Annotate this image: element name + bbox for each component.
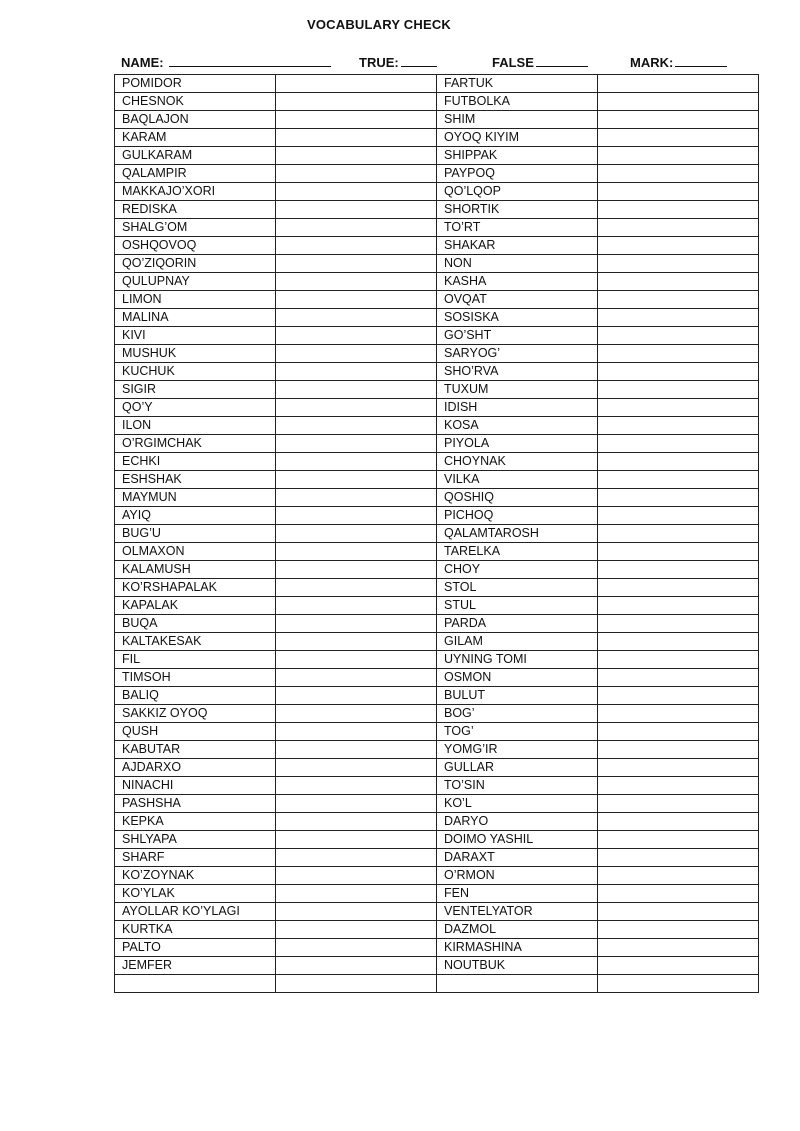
uzbek-word-cell: TO’RT [437, 219, 598, 237]
answer-cell[interactable] [598, 939, 759, 957]
uzbek-word-cell: PICHOQ [437, 507, 598, 525]
uzbek-word-cell: OVQAT [437, 291, 598, 309]
uzbek-word-cell: ECHKI [115, 453, 276, 471]
answer-cell[interactable] [598, 741, 759, 759]
uzbek-word-cell: DARYO [437, 813, 598, 831]
uzbek-word-cell: CHOY [437, 561, 598, 579]
vocabulary-table [114, 74, 759, 993]
uzbek-word-cell: BALIQ [115, 687, 276, 705]
answer-cell[interactable] [276, 453, 437, 471]
uzbek-word-cell: SHAKAR [437, 237, 598, 255]
answer-cell[interactable] [598, 543, 759, 561]
uzbek-word-cell: KEPKA [115, 813, 276, 831]
uzbek-word-cell: PIYOLA [437, 435, 598, 453]
answer-cell[interactable] [276, 939, 437, 957]
answer-cell[interactable] [276, 867, 437, 885]
uzbek-word-cell: QOSHIQ [437, 489, 598, 507]
true-count-field [359, 54, 437, 70]
answer-cell[interactable] [598, 867, 759, 885]
answer-cell[interactable] [276, 759, 437, 777]
answer-cell[interactable] [598, 129, 759, 147]
answer-cell[interactable] [276, 165, 437, 183]
table-row [115, 759, 759, 777]
answer-cell[interactable] [276, 219, 437, 237]
uzbek-word-cell: PARDA [437, 615, 598, 633]
uzbek-word-cell: SOSISKA [437, 309, 598, 327]
uzbek-word-cell: BULUT [437, 687, 598, 705]
table-row [115, 111, 759, 129]
answer-cell[interactable] [598, 669, 759, 687]
answer-cell[interactable] [276, 435, 437, 453]
answer-cell[interactable] [598, 309, 759, 327]
mark-field [630, 54, 727, 70]
answer-cell[interactable] [598, 363, 759, 381]
answer-cell[interactable] [276, 183, 437, 201]
table-row [115, 669, 759, 687]
answer-cell[interactable] [276, 921, 437, 939]
table-row [115, 705, 759, 723]
answer-cell[interactable] [276, 543, 437, 561]
answer-cell[interactable] [598, 525, 759, 543]
answer-cell[interactable] [598, 273, 759, 291]
table-row [115, 165, 759, 183]
answer-cell[interactable] [276, 201, 437, 219]
uzbek-word-cell: TARELKA [437, 543, 598, 561]
answer-cell[interactable] [276, 363, 437, 381]
answer-cell[interactable] [276, 669, 437, 687]
uzbek-word-cell: MUSHUK [115, 345, 276, 363]
answer-cell[interactable] [276, 597, 437, 615]
uzbek-word-cell: QO’LQOP [437, 183, 598, 201]
answer-cell[interactable] [276, 813, 437, 831]
table-row [115, 453, 759, 471]
table-row [115, 93, 759, 111]
table-row [115, 903, 759, 921]
vocabulary-table-body [115, 75, 759, 993]
uzbek-word-cell: CHOYNAK [437, 453, 598, 471]
answer-cell[interactable] [598, 723, 759, 741]
uzbek-word-cell: PALTO [115, 939, 276, 957]
uzbek-word-cell: NOUTBUK [437, 957, 598, 975]
table-row [115, 435, 759, 453]
table-row [115, 615, 759, 633]
uzbek-word-cell: O’RMON [437, 867, 598, 885]
uzbek-word-cell: TO’SIN [437, 777, 598, 795]
answer-cell[interactable] [598, 201, 759, 219]
uzbek-word-cell: STUL [437, 597, 598, 615]
answer-cell[interactable] [276, 633, 437, 651]
uzbek-word-cell: NINACHI [115, 777, 276, 795]
uzbek-word-cell: KO’RSHAPALAK [115, 579, 276, 597]
answer-cell[interactable] [276, 237, 437, 255]
answer-cell[interactable] [598, 75, 759, 93]
answer-cell[interactable] [276, 849, 437, 867]
answer-cell[interactable] [276, 885, 437, 903]
answer-cell[interactable] [598, 111, 759, 129]
uzbek-word-cell: ESHSHAK [115, 471, 276, 489]
table-row [115, 597, 759, 615]
uzbek-word-cell: PASHSHA [115, 795, 276, 813]
uzbek-word-cell: QO’Y [115, 399, 276, 417]
answer-cell[interactable] [598, 183, 759, 201]
answer-cell[interactable] [276, 651, 437, 669]
uzbek-word-cell: KO’L [437, 795, 598, 813]
answer-cell[interactable] [276, 255, 437, 273]
uzbek-word-cell: SHLYAPA [115, 831, 276, 849]
answer-cell[interactable] [598, 849, 759, 867]
answer-cell[interactable] [598, 417, 759, 435]
table-row [115, 561, 759, 579]
answer-cell[interactable] [276, 309, 437, 327]
answer-cell[interactable] [598, 489, 759, 507]
answer-cell[interactable] [276, 129, 437, 147]
answer-cell[interactable] [276, 345, 437, 363]
uzbek-word-cell: QUSH [115, 723, 276, 741]
false-blank-line[interactable] [536, 54, 588, 67]
uzbek-word-cell: OYOQ KIYIM [437, 129, 598, 147]
table-row [115, 813, 759, 831]
answer-cell[interactable] [276, 489, 437, 507]
table-row [115, 867, 759, 885]
uzbek-word-cell: VENTELYATOR [437, 903, 598, 921]
student-info-row [121, 54, 761, 70]
table-row [115, 363, 759, 381]
uzbek-word-cell: KURTKA [115, 921, 276, 939]
uzbek-word-cell: SHIM [437, 111, 598, 129]
uzbek-word-cell: QO’ZIQORIN [115, 255, 276, 273]
mark-label: MARK: [630, 55, 674, 70]
answer-cell[interactable] [598, 399, 759, 417]
answer-cell[interactable] [276, 615, 437, 633]
uzbek-word-cell [115, 975, 276, 993]
answer-cell[interactable] [276, 975, 437, 993]
uzbek-word-cell: KO’ZOYNAK [115, 867, 276, 885]
answer-cell[interactable] [598, 957, 759, 975]
uzbek-word-cell: SHALG’OM [115, 219, 276, 237]
uzbek-word-cell: OSMON [437, 669, 598, 687]
uzbek-word-cell: YOMG’IR [437, 741, 598, 759]
table-row [115, 885, 759, 903]
answer-cell[interactable] [598, 813, 759, 831]
uzbek-word-cell: KASHA [437, 273, 598, 291]
answer-cell[interactable] [598, 345, 759, 363]
uzbek-word-cell: JEMFER [115, 957, 276, 975]
uzbek-word-cell: REDISKA [115, 201, 276, 219]
uzbek-word-cell: MALINA [115, 309, 276, 327]
answer-cell[interactable] [598, 777, 759, 795]
answer-cell[interactable] [598, 921, 759, 939]
table-row [115, 309, 759, 327]
answer-cell[interactable] [276, 147, 437, 165]
table-row [115, 417, 759, 435]
uzbek-word-cell: BUQA [115, 615, 276, 633]
uzbek-word-cell: SAKKIZ OYOQ [115, 705, 276, 723]
uzbek-word-cell: TIMSOH [115, 669, 276, 687]
answer-cell[interactable] [276, 471, 437, 489]
answer-cell[interactable] [598, 831, 759, 849]
uzbek-word-cell: TOG’ [437, 723, 598, 741]
answer-cell[interactable] [276, 705, 437, 723]
answer-cell[interactable] [276, 327, 437, 345]
table-row [115, 921, 759, 939]
uzbek-word-cell: STOL [437, 579, 598, 597]
uzbek-word-cell: SHO’RVA [437, 363, 598, 381]
uzbek-word-cell: GO’SHT [437, 327, 598, 345]
uzbek-word-cell: O’RGIMCHAK [115, 435, 276, 453]
table-row [115, 543, 759, 561]
uzbek-word-cell: QULUPNAY [115, 273, 276, 291]
uzbek-word-cell: KAPALAK [115, 597, 276, 615]
answer-cell[interactable] [598, 147, 759, 165]
table-row [115, 75, 759, 93]
answer-cell[interactable] [598, 651, 759, 669]
answer-cell[interactable] [598, 561, 759, 579]
table-row [115, 795, 759, 813]
answer-cell[interactable] [276, 795, 437, 813]
table-row [115, 507, 759, 525]
table-row [115, 345, 759, 363]
uzbek-word-cell: SARYOG’ [437, 345, 598, 363]
answer-cell[interactable] [598, 597, 759, 615]
answer-cell[interactable] [598, 975, 759, 993]
answer-cell[interactable] [598, 93, 759, 111]
table-row [115, 147, 759, 165]
answer-cell[interactable] [598, 759, 759, 777]
uzbek-word-cell: ILON [115, 417, 276, 435]
uzbek-word-cell: GULLAR [437, 759, 598, 777]
answer-cell[interactable] [276, 903, 437, 921]
uzbek-word-cell: BAQLAJON [115, 111, 276, 129]
answer-cell[interactable] [276, 831, 437, 849]
answer-cell[interactable] [598, 381, 759, 399]
answer-cell[interactable] [276, 561, 437, 579]
answer-cell[interactable] [598, 237, 759, 255]
answer-cell[interactable] [598, 327, 759, 345]
worksheet-title: VOCABULARY CHECK [306, 17, 452, 32]
uzbek-word-cell: PAYPOQ [437, 165, 598, 183]
answer-cell[interactable] [276, 381, 437, 399]
answer-cell[interactable] [276, 525, 437, 543]
answer-cell[interactable] [598, 453, 759, 471]
uzbek-word-cell: KOSA [437, 417, 598, 435]
uzbek-word-cell: AYOLLAR KO’YLAGI [115, 903, 276, 921]
uzbek-word-cell: IDISH [437, 399, 598, 417]
answer-cell[interactable] [598, 255, 759, 273]
answer-cell[interactable] [276, 111, 437, 129]
table-row [115, 273, 759, 291]
answer-cell[interactable] [598, 579, 759, 597]
table-row [115, 957, 759, 975]
uzbek-word-cell: DAZMOL [437, 921, 598, 939]
uzbek-word-cell: TUXUM [437, 381, 598, 399]
uzbek-word-cell: SHARF [115, 849, 276, 867]
table-row [115, 579, 759, 597]
uzbek-word-cell: DARAXT [437, 849, 598, 867]
uzbek-word-cell: NON [437, 255, 598, 273]
answer-cell[interactable] [276, 399, 437, 417]
uzbek-word-cell: SHIPPAK [437, 147, 598, 165]
answer-cell[interactable] [598, 705, 759, 723]
uzbek-word-cell: MAKKAJO’XORI [115, 183, 276, 201]
uzbek-word-cell: GULKARAM [115, 147, 276, 165]
uzbek-word-cell: KIRMASHINA [437, 939, 598, 957]
uzbek-word-cell: FARTUK [437, 75, 598, 93]
table-row [115, 129, 759, 147]
table-row [115, 489, 759, 507]
answer-cell[interactable] [276, 957, 437, 975]
uzbek-word-cell: AYIQ [115, 507, 276, 525]
mark-blank-line[interactable] [675, 54, 727, 67]
uzbek-word-cell: UYNING TOMI [437, 651, 598, 669]
answer-cell[interactable] [276, 273, 437, 291]
uzbek-word-cell: KIVI [115, 327, 276, 345]
uzbek-word-cell: OSHQOVOQ [115, 237, 276, 255]
uzbek-word-cell: KUCHUK [115, 363, 276, 381]
uzbek-word-cell: BUG’U [115, 525, 276, 543]
answer-cell[interactable] [598, 615, 759, 633]
answer-cell[interactable] [598, 687, 759, 705]
table-row [115, 237, 759, 255]
answer-cell[interactable] [276, 579, 437, 597]
table-row [115, 777, 759, 795]
false-count-field [492, 54, 588, 70]
uzbek-word-cell: SHORTIK [437, 201, 598, 219]
table-row [115, 939, 759, 957]
uzbek-word-cell: VILKA [437, 471, 598, 489]
uzbek-word-cell: KALAMUSH [115, 561, 276, 579]
table-row [115, 975, 759, 993]
uzbek-word-cell: BOG’ [437, 705, 598, 723]
answer-cell[interactable] [276, 687, 437, 705]
uzbek-word-cell: OLMAXON [115, 543, 276, 561]
uzbek-word-cell: FIL [115, 651, 276, 669]
false-label: FALSE [492, 55, 534, 70]
uzbek-word-cell: QALAMPIR [115, 165, 276, 183]
answer-cell[interactable] [276, 507, 437, 525]
uzbek-word-cell: KABUTAR [115, 741, 276, 759]
answer-cell[interactable] [276, 723, 437, 741]
table-row [115, 831, 759, 849]
table-row [115, 651, 759, 669]
table-row [115, 219, 759, 237]
uzbek-word-cell [437, 975, 598, 993]
true-label: TRUE: [359, 55, 399, 70]
uzbek-word-cell: CHESNOK [115, 93, 276, 111]
table-row [115, 183, 759, 201]
answer-cell[interactable] [276, 777, 437, 795]
true-blank-line[interactable] [401, 54, 437, 67]
table-row [115, 633, 759, 651]
uzbek-word-cell: QALAMTAROSH [437, 525, 598, 543]
table-row [115, 687, 759, 705]
name-label: NAME: [121, 55, 164, 70]
answer-cell[interactable] [598, 435, 759, 453]
uzbek-word-cell: KALTAKESAK [115, 633, 276, 651]
answer-cell[interactable] [598, 633, 759, 651]
name-blank-line[interactable] [169, 54, 331, 67]
answer-cell[interactable] [276, 93, 437, 111]
uzbek-word-cell: FUTBOLKA [437, 93, 598, 111]
uzbek-word-cell: MAYMUN [115, 489, 276, 507]
answer-cell[interactable] [598, 795, 759, 813]
uzbek-word-cell: KARAM [115, 129, 276, 147]
answer-cell[interactable] [598, 903, 759, 921]
answer-cell[interactable] [598, 165, 759, 183]
name-field [121, 54, 331, 70]
uzbek-word-cell: SIGIR [115, 381, 276, 399]
answer-cell[interactable] [598, 507, 759, 525]
table-row [115, 741, 759, 759]
table-row [115, 381, 759, 399]
answer-cell[interactable] [276, 417, 437, 435]
answer-cell[interactable] [276, 75, 437, 93]
table-row [115, 525, 759, 543]
uzbek-word-cell: AJDARXO [115, 759, 276, 777]
table-row [115, 849, 759, 867]
table-row [115, 291, 759, 309]
uzbek-word-cell: POMIDOR [115, 75, 276, 93]
answer-cell[interactable] [276, 291, 437, 309]
answer-cell[interactable] [598, 885, 759, 903]
table-row [115, 255, 759, 273]
answer-cell[interactable] [598, 219, 759, 237]
uzbek-word-cell: KO’YLAK [115, 885, 276, 903]
uzbek-word-cell: LIMON [115, 291, 276, 309]
table-row [115, 327, 759, 345]
answer-cell[interactable] [598, 471, 759, 489]
table-row [115, 399, 759, 417]
answer-cell[interactable] [276, 741, 437, 759]
table-row [115, 201, 759, 219]
uzbek-word-cell: FEN [437, 885, 598, 903]
answer-cell[interactable] [598, 291, 759, 309]
uzbek-word-cell: GILAM [437, 633, 598, 651]
table-row [115, 471, 759, 489]
uzbek-word-cell: DOIMO YASHIL [437, 831, 598, 849]
table-row [115, 723, 759, 741]
